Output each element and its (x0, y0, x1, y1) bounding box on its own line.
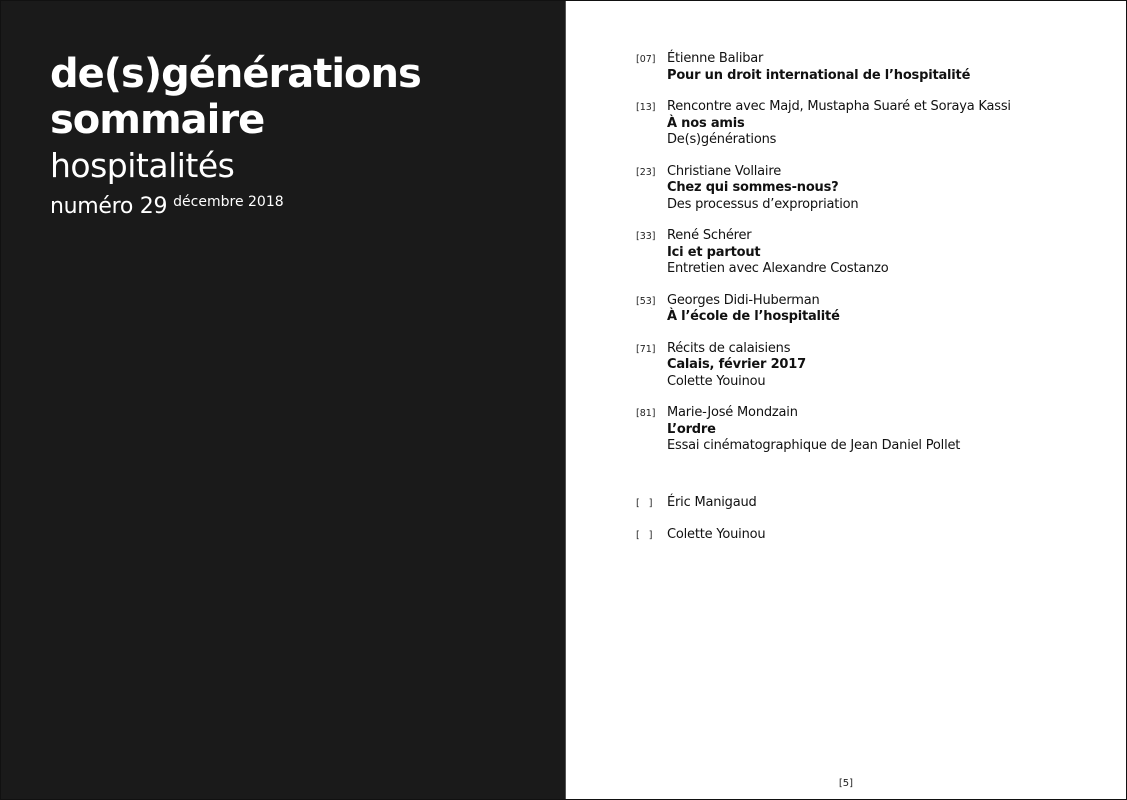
toc-entry[interactable] (636, 495, 1116, 513)
toc-entry-text (667, 99, 1011, 149)
toc-subtitle: Colette Youinou (667, 373, 766, 389)
toc-entry-text (667, 405, 960, 455)
page-number: [5] (838, 778, 854, 789)
toc-title: Ici et partout (667, 244, 761, 260)
toc-page-number: [13] (636, 102, 656, 113)
table-of-contents (636, 51, 1116, 560)
issue-line (50, 193, 421, 221)
toc-title: Pour un droit international de l’hospitalité (667, 67, 971, 83)
contents-heading: sommaire (50, 97, 265, 143)
toc-subtitle: Essai cinématographique de Jean Daniel Pollet (667, 438, 961, 453)
toc-author: Rencontre avec Majd, Mustapha Suaré et Soraya Kassi (667, 99, 1011, 114)
toc-entry-text (667, 527, 765, 544)
toc-author: Colette Youinou (667, 527, 766, 542)
toc-entry[interactable] (636, 293, 1116, 326)
issue-number: numéro 29 (50, 194, 168, 219)
toc-title: Chez qui sommes-nous? (667, 180, 839, 195)
toc-subtitle: Des processus d’expropriation (667, 196, 859, 212)
toc-page-number: [33] (636, 231, 656, 242)
toc-entry[interactable] (636, 99, 1116, 149)
toc-title: À nos amis (667, 115, 745, 131)
toc-page-number: [07] (636, 54, 656, 65)
right-page (565, 1, 1126, 799)
issue-theme: hospitalités (50, 146, 235, 185)
toc-page-number: [ ] (636, 497, 653, 509)
toc-entry[interactable] (636, 405, 1116, 455)
toc-author: Éric Manigaud (667, 494, 757, 510)
toc-entry[interactable] (636, 527, 1116, 545)
toc-entry[interactable] (636, 51, 1116, 84)
toc-author: René Schérer (667, 228, 752, 243)
toc-entry-text (667, 164, 858, 214)
toc-page-number: [81] (636, 408, 656, 419)
cover-title-block (50, 51, 421, 221)
toc-artists (636, 495, 1116, 545)
toc-title: L’ordre (667, 421, 716, 437)
toc-title: À l’école de l’hospitalité (667, 309, 840, 324)
toc-entry-text (667, 495, 757, 512)
toc-author: Georges Didi-Huberman (667, 292, 820, 308)
toc-author: Christiane Vollaire (667, 163, 781, 179)
toc-page-number: [71] (636, 343, 656, 355)
toc-entry-text (667, 51, 970, 84)
issue-date: décembre 2018 (173, 194, 284, 210)
toc-page-number: [ ] (636, 530, 653, 541)
left-page (1, 1, 565, 799)
toc-author: Marie-José Mondzain (667, 405, 798, 420)
toc-page-number: [23] (636, 166, 656, 178)
toc-title: Calais, février 2017 (667, 357, 806, 372)
toc-subtitle: De(s)générations (667, 132, 777, 147)
toc-entry-text (667, 293, 840, 326)
toc-articles (636, 51, 1116, 455)
toc-entry[interactable] (636, 164, 1116, 214)
magazine-title: de(s)générations (50, 51, 421, 97)
toc-entry-text (667, 228, 889, 278)
toc-page-number: [53] (636, 295, 656, 307)
toc-subtitle: Entretien avec Alexandre Costanzo (667, 261, 889, 276)
toc-entry[interactable] (636, 341, 1116, 391)
toc-author: Étienne Balibar (667, 51, 764, 66)
toc-entry[interactable] (636, 228, 1116, 278)
toc-entry-text (667, 341, 806, 391)
toc-author: Récits de calaisiens (667, 340, 791, 356)
